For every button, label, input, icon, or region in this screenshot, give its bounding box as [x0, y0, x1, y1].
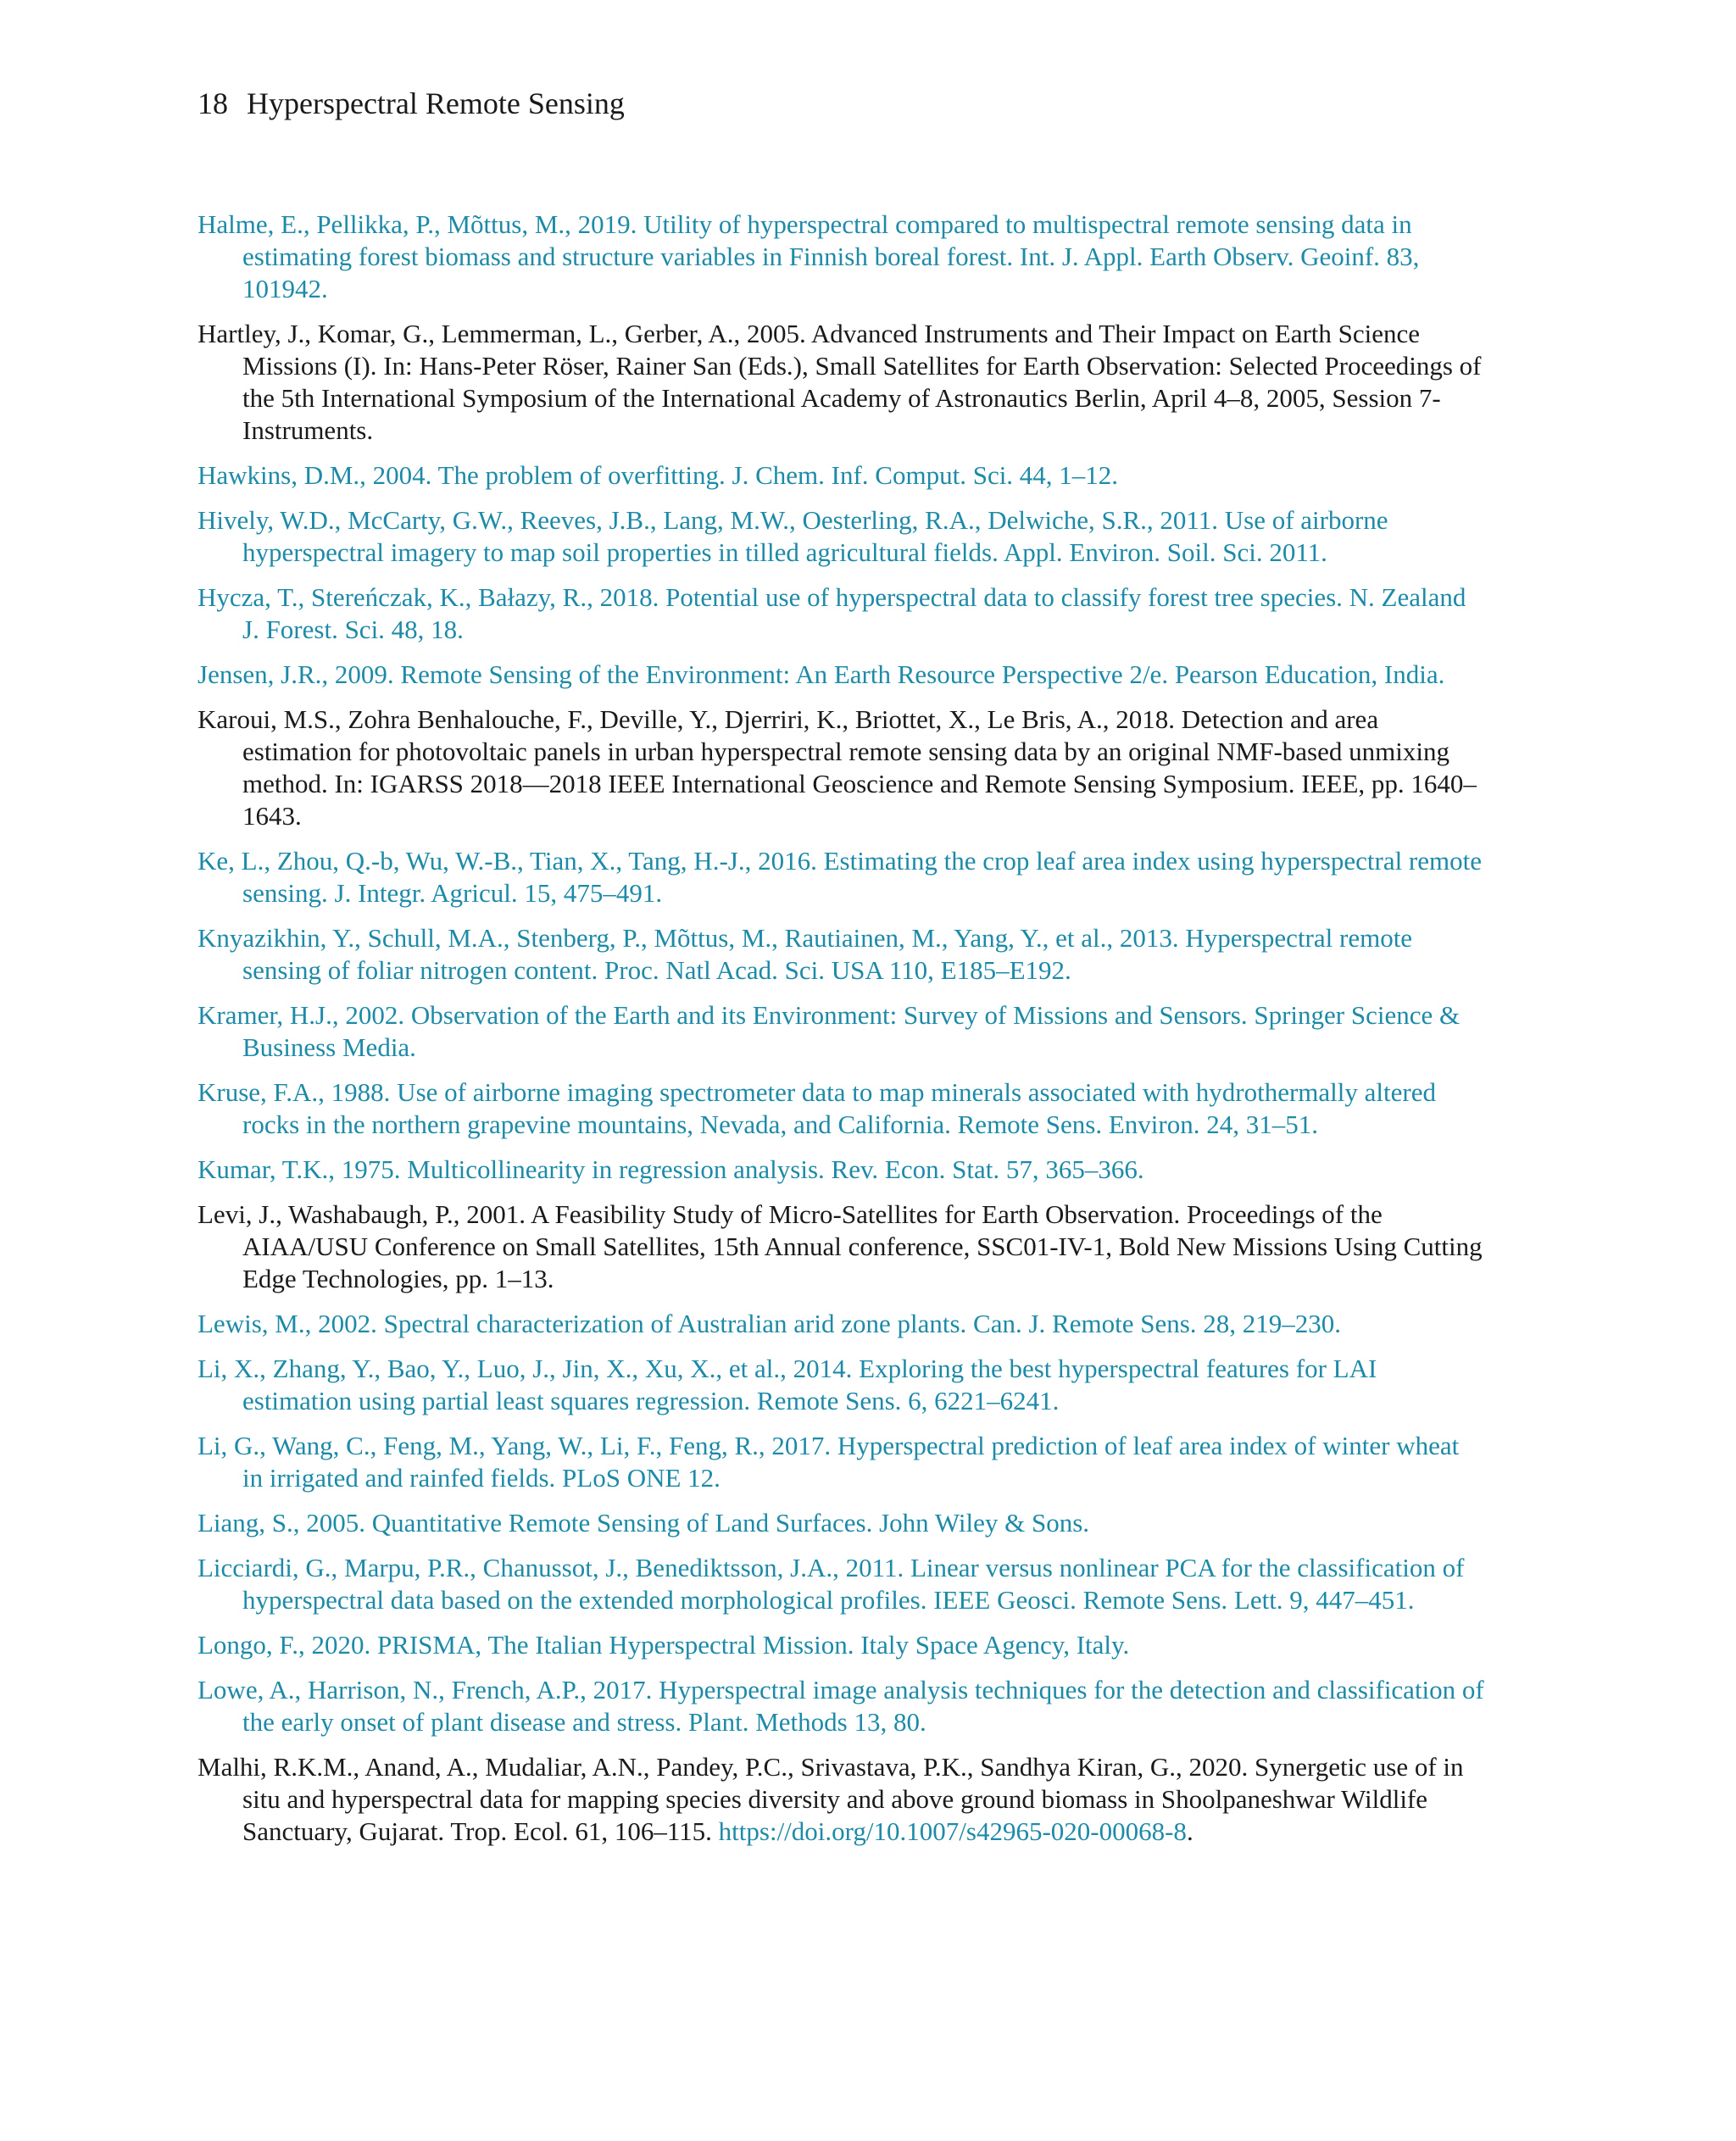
reference-text: Hycza, T., Stereńczak, K., Bałazy, R., 2018. Potential use of hyperspectral data to classify forest tree species. N. Zealand J. Forest. Sci. 48, 18.	[198, 582, 1466, 644]
reference-text: Liang, S., 2005. Quantitative Remote Sensing of Land Surfaces. John Wiley & Sons.	[198, 1508, 1090, 1538]
reference-item[interactable]	[198, 922, 1486, 987]
reference-item	[198, 318, 1486, 447]
reference-item[interactable]	[198, 459, 1486, 492]
reference-item	[198, 1198, 1486, 1295]
reference-text: Lowe, A., Harrison, N., French, A.P., 2017. Hyperspectral image analysis techniques for the detection and classification of the early onset of plant disease and stress. Plant. Methods 13, 80.	[198, 1675, 1484, 1737]
reference-text: Jensen, J.R., 2009. Remote Sensing of the Environment: An Earth Resource Perspective 2/e. Pearson Education, India.	[198, 659, 1445, 689]
reference-text: Hawkins, D.M., 2004. The problem of overfitting. J. Chem. Inf. Comput. Sci. 44, 1–12.	[198, 460, 1119, 490]
reference-text: Kruse, F.A., 1988. Use of airborne imaging spectrometer data to map minerals associated with hydrothermally altered rocks in the northern grapevine mountains, Nevada, and California. Remote Sens. Environ. 24, 31–51.	[198, 1077, 1436, 1139]
reference-text: Levi, J., Washabaugh, P., 2001. A Feasibility Study of Micro-Satellites for Earth Observation. Proceedings of the AIAA/USU Conference on Small Satellites, 15th Annual conference, SSC01-IV-1, Bold New Missions Using Cutting Edge Technologies, pp. 1–13.	[198, 1199, 1483, 1293]
reference-item[interactable]	[198, 1507, 1486, 1539]
reference-item[interactable]	[198, 659, 1486, 691]
reference-text: Li, G., Wang, C., Feng, M., Yang, W., Li, F., Feng, R., 2017. Hyperspectral prediction of leaf area index of winter wheat in irrigated and rainfed fields. PLoS ONE 12.	[198, 1431, 1460, 1493]
reference-text: Lewis, M., 2002. Spectral characterization of Australian arid zone plants. Can. J. Remote Sens. 28, 219–230.	[198, 1309, 1342, 1338]
reference-text: Ke, L., Zhou, Q.-b, Wu, W.-B., Tian, X., Tang, H.-J., 2016. Estimating the crop leaf area index using hyperspectral remote sensing. J. Integr. Agricul. 15, 475–491.	[198, 846, 1483, 908]
reference-item[interactable]	[198, 209, 1486, 305]
doi-link[interactable]: https://doi.org/10.1007/s42965-020-00068-8	[718, 1816, 1187, 1846]
reference-item[interactable]	[198, 999, 1486, 1064]
reference-item[interactable]	[198, 1353, 1486, 1417]
reference-item[interactable]	[198, 1076, 1486, 1141]
page-header	[198, 83, 625, 124]
reference-item[interactable]	[198, 845, 1486, 909]
reference-item[interactable]	[198, 581, 1486, 646]
reference-text: Kramer, H.J., 2002. Observation of the Earth and its Environment: Survey of Missions and Sensors. Springer Science & Business Media.	[198, 1000, 1461, 1062]
reference-item[interactable]	[198, 1552, 1486, 1616]
reference-trailing-period: .	[1186, 1816, 1194, 1846]
reference-text: Kumar, T.K., 1975. Multicollinearity in regression analysis. Rev. Econ. Stat. 57, 365–366.	[198, 1154, 1144, 1184]
reference-text: Hartley, J., Komar, G., Lemmerman, L., Gerber, A., 2005. Advanced Instruments and Their Impact on Earth Science Missions (I). In: Hans-Peter Röser, Rainer San (Eds.), Small Satellites for Earth Observation: Selected Proceedings of the 5th International Symposium of the International Academy of Astronautics Berlin, April 4–8, 2005, Session 7-Instruments.	[198, 319, 1482, 445]
reference-text: Knyazikhin, Y., Schull, M.A., Stenberg, P., Mõttus, M., Rautiainen, M., Yang, Y., et al., 2013. Hyperspectral remote sensing of foliar nitrogen content. Proc. Natl Acad. Sci. USA 110, E185–E192.	[198, 923, 1413, 985]
reference-text: Malhi, R.K.M., Anand, A., Mudaliar, A.N., Pandey, P.C., Srivastava, P.K., Sandhya Kiran, G., 2020. Synergetic use of in situ and hyperspectral data for mapping species diversity and above ground biomass in Shoolpaneshwar Wildlife Sanctuary, Gujarat. Trop. Ecol. 61, 106–115.	[198, 1752, 1464, 1846]
reference-item[interactable]	[198, 1674, 1486, 1738]
reference-item[interactable]	[198, 1430, 1486, 1494]
reference-text: Licciardi, G., Marpu, P.R., Chanussot, J., Benediktsson, J.A., 2011. Linear versus nonlinear PCA for the classification of hyperspectral data based on the extended morphological profiles. IEEE Geosci. Remote Sens. Lett. 9, 447–451.	[198, 1553, 1465, 1615]
page-number: 18	[198, 86, 228, 120]
reference-item[interactable]	[198, 504, 1486, 569]
reference-text: Longo, F., 2020. PRISMA, The Italian Hyperspectral Mission. Italy Space Agency, Italy.	[198, 1630, 1130, 1660]
reference-list	[198, 209, 1486, 1860]
reference-item[interactable]	[198, 1154, 1486, 1186]
reference-text: Hively, W.D., McCarty, G.W., Reeves, J.B., Lang, M.W., Oesterling, R.A., Delwiche, S.R., 2011. Use of airborne hyperspectral imagery to map soil properties in tilled agricultural fields. Appl. Environ. Soil. Sci. 2011.	[198, 505, 1388, 567]
reference-item	[198, 1751, 1486, 1848]
reference-text: Halme, E., Pellikka, P., Mõttus, M., 2019. Utility of hyperspectral compared to multispectral remote sensing data in estimating forest biomass and structure variables in Finnish boreal forest. Int. J. Appl. Earth Observ. Geoinf. 83, 101942.	[198, 209, 1420, 303]
reference-item[interactable]	[198, 1308, 1486, 1340]
running-title: Hyperspectral Remote Sensing	[247, 86, 625, 120]
reference-text: Li, X., Zhang, Y., Bao, Y., Luo, J., Jin, X., Xu, X., et al., 2014. Exploring the best hyperspectral features for LAI estimation using partial least squares regression. Remote Sens. 6, 6221–6241.	[198, 1354, 1377, 1415]
reference-text: Karoui, M.S., Zohra Benhalouche, F., Deville, Y., Djerriri, K., Briottet, X., Le Bris, A., 2018. Detection and area estimation for photovoltaic panels in urban hyperspectral remote sensing data by an original NMF-based unmixing method. In: IGARSS 2018—2018 IEEE International Geoscience and Remote Sensing Symposium. IEEE, pp. 1640–1643.	[198, 704, 1477, 831]
reference-item[interactable]	[198, 1629, 1486, 1661]
reference-item	[198, 703, 1486, 832]
